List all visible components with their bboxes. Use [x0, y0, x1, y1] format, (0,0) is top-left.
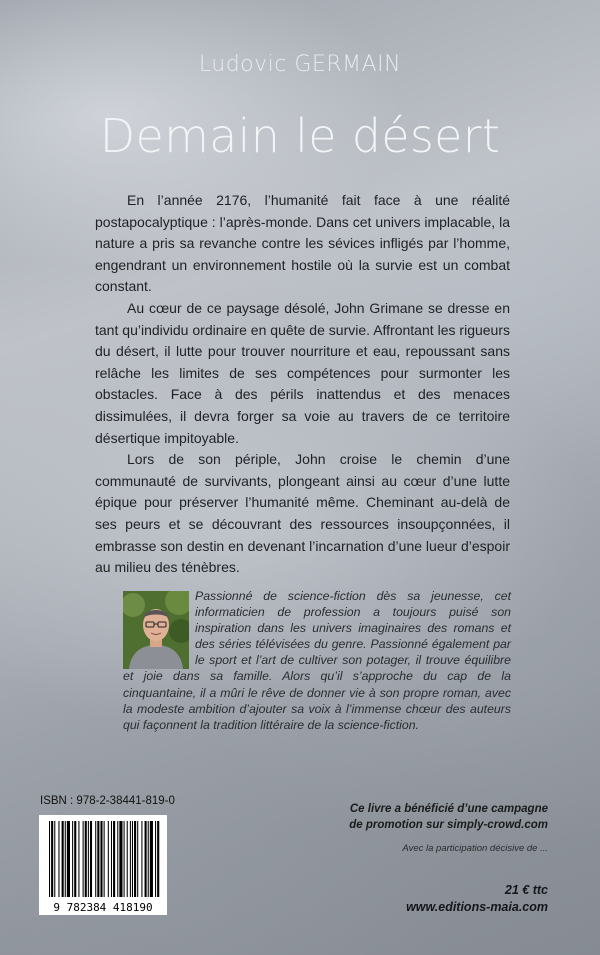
barcode	[39, 815, 167, 915]
author-bio-block	[123, 588, 511, 733]
promo-text	[288, 801, 548, 833]
author-bio: Passionné de science-fiction dès sa jeunesse, cet informaticien de profession a toujours puisé son inspiration dans les univers imaginaires des romans et des séries télévisées du genre. Passionné également par le sport et l’art de cultiver son potager, il trouve équilibre et joie dans sa famille. Alors qu’il s’approche du cap de la cinquantaine, il a mûri le rêve de donner vie à son propre roman, avec la modeste ambition d’ajouter sa voix à l’immense chœur des auteurs qui façonnent la tradition littéraire de la science-fiction.	[123, 589, 511, 732]
barcode-digits: 9 782384 418190	[53, 901, 153, 914]
price: 21 € ttc	[504, 883, 548, 897]
barcode-bar	[67, 821, 70, 897]
barcode-bar	[97, 821, 99, 897]
barcode-bar	[150, 821, 153, 897]
barcode-bar	[88, 821, 89, 897]
barcode-bar	[117, 821, 118, 897]
barcode-bar	[113, 821, 115, 897]
barcode-bar	[145, 821, 147, 897]
barcode-bar	[58, 821, 59, 897]
barcode-bar	[95, 821, 96, 897]
barcode-bar	[155, 821, 156, 897]
barcode-bar	[148, 821, 149, 897]
book-title: Demain le désert	[99, 109, 501, 163]
barcode-bar	[65, 821, 66, 897]
promo-line: Ce livre a bénéficié d’une campagne	[349, 803, 548, 815]
barcode-bar	[49, 821, 50, 897]
barcode-bar	[104, 821, 105, 897]
isbn: ISBN : 978-2-38441-819-0	[40, 795, 175, 807]
barcode-bar	[85, 821, 87, 897]
barcode-bar	[83, 821, 84, 897]
author-name: Ludovic GERMAIN	[198, 52, 402, 77]
barcode-bar	[141, 821, 142, 897]
barcode-bar	[137, 821, 138, 897]
publisher-website: www.editions-maia.com	[406, 900, 548, 914]
synopsis	[95, 190, 510, 579]
barcode-bar	[108, 821, 109, 897]
barcode-bar	[54, 821, 55, 897]
partner-note: Avec la participation décisive de ...	[402, 843, 548, 854]
barcode-bar	[62, 821, 64, 897]
promo-line: de promotion sur simply-crowd.com	[349, 819, 548, 831]
barcode-bar	[90, 821, 92, 897]
barcode-bar	[78, 821, 79, 897]
barcode-bar	[132, 821, 133, 897]
synopsis-paragraph: En l’année 2176, l’humanité fait face à une réalité postapocalyptique : l’après-monde. Dans cet univers implacable, la nature a pris sa revanche contre les sévices infligés par l’homme, engendrant un environnement hostile où la survie est un combat constant.	[95, 192, 510, 295]
barcode-bar	[134, 821, 136, 897]
barcode-bar	[119, 821, 122, 897]
synopsis-paragraph: Lors de son périple, John croise le chemin d’une communauté de survivants, plongeant ainsi au cœur d’une lutte épique pour préserver l’humanité même. Cheminant au-delà de ses peurs et se découvrant des ressources insoupçonnées, il embrasse son destin en devenant l’incarnation d’une lueur d’espoir au milieu des ténèbres.	[95, 451, 510, 576]
barcode-bar	[157, 821, 159, 897]
barcode-bar	[74, 821, 76, 897]
barcode-bar	[130, 821, 131, 897]
barcode-bar	[127, 821, 128, 897]
barcode-bar	[72, 821, 73, 897]
barcode-bar	[51, 821, 53, 897]
barcode-bar	[100, 821, 102, 897]
synopsis-paragraph: Au cœur de ce paysage désolé, John Grimane se dresse en tant qu’individu ordinaire en quête de survie. Affrontant les rigueurs du désert, il lutte pour trouver nourriture et eau, repoussant sans relâche les limites de ses compétences pour surmonter les obstacles. Face à des périls inattendus et des menaces dissimulées, il devra forger sa voie au travers de ce territoire désertique impitoyable.	[95, 299, 510, 446]
barcode-bar	[111, 821, 112, 897]
barcode-bar	[124, 821, 125, 897]
